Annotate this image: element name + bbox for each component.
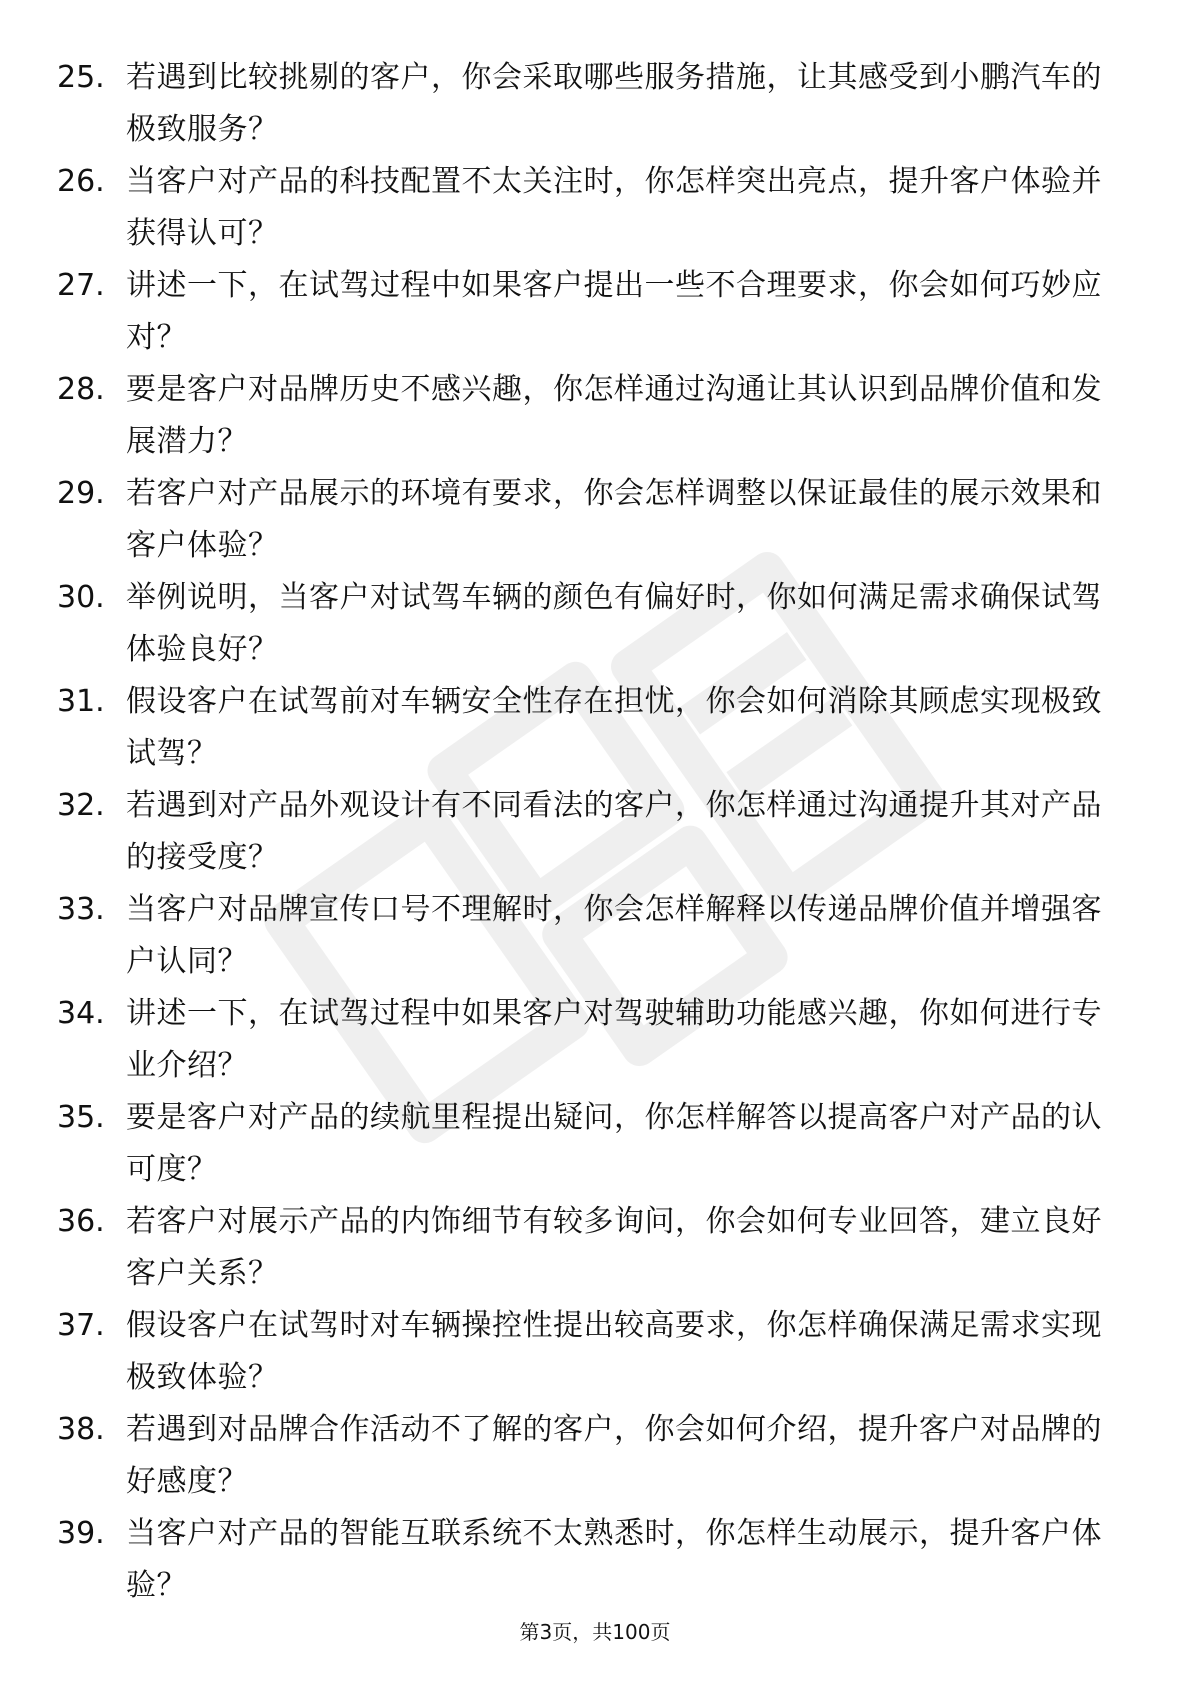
question-item: [0, 676, 1190, 780]
question-item: [0, 1300, 1190, 1404]
question-number: 31.: [57, 684, 105, 719]
question-item: [0, 1404, 1190, 1508]
question-text: 要是客户对品牌历史不感兴趣，你怎样通过沟通让其认识到品牌价值和发展潜力？: [126, 372, 1102, 459]
question-item: [0, 572, 1190, 676]
question-text: 假设客户在试驾时对车辆操控性提出较高要求，你怎样确保满足需求实现极致体验？: [126, 1308, 1102, 1395]
question-item: [0, 1196, 1190, 1300]
question-number: 28.: [57, 372, 105, 407]
question-number: 32.: [57, 788, 105, 823]
question-text: 讲述一下，在试驾过程中如果客户提出一些不合理要求，你会如何巧妙应对？: [126, 268, 1102, 355]
question-number: 30.: [57, 580, 105, 615]
question-item: [0, 468, 1190, 572]
question-text: 当客户对产品的智能互联系统不太熟悉时，你怎样生动展示，提升客户体验？: [126, 1516, 1102, 1603]
question-number: 38.: [57, 1412, 105, 1447]
question-number: 33.: [57, 892, 105, 927]
question-text: 若客户对产品展示的环境有要求，你会怎样调整以保证最佳的展示效果和客户体验？: [126, 476, 1102, 563]
question-list: [0, 52, 1190, 1612]
question-item: [0, 260, 1190, 364]
question-text: 若客户对展示产品的内饰细节有较多询问，你会如何专业回答，建立良好客户关系？: [126, 1204, 1102, 1291]
question-item: [0, 1508, 1190, 1612]
question-text: 当客户对产品的科技配置不太关注时，你怎样突出亮点，提升客户体验并获得认可？: [126, 164, 1102, 251]
question-number: 29.: [57, 476, 105, 511]
question-number: 26.: [57, 164, 105, 199]
question-item: [0, 780, 1190, 884]
question-text: 举例说明，当客户对试驾车辆的颜色有偏好时，你如何满足需求确保试驾体验良好？: [126, 580, 1102, 667]
question-number: 37.: [57, 1308, 105, 1343]
question-text: 讲述一下，在试驾过程中如果客户对驾驶辅助功能感兴趣，你如何进行专业介绍？: [126, 996, 1102, 1083]
question-item: [0, 52, 1190, 156]
question-number: 34.: [57, 996, 105, 1031]
question-number: 25.: [57, 60, 105, 95]
question-number: 39.: [57, 1516, 105, 1551]
question-number: 36.: [57, 1204, 105, 1239]
question-text: 若遇到对品牌合作活动不了解的客户，你会如何介绍，提升客户对品牌的好感度？: [126, 1412, 1102, 1499]
question-text: 当客户对品牌宣传口号不理解时，你会怎样解释以传递品牌价值并增强客户认同？: [126, 892, 1102, 979]
question-number: 27.: [57, 268, 105, 303]
question-item: [0, 884, 1190, 988]
page-indicator: 第3页，共100页: [519, 1620, 671, 1644]
question-item: [0, 1092, 1190, 1196]
question-number: 35.: [57, 1100, 105, 1135]
question-item: [0, 156, 1190, 260]
question-text: 若遇到对产品外观设计有不同看法的客户，你怎样通过沟通提升其对产品的接受度？: [126, 788, 1102, 875]
question-text: 假设客户在试驾前对车辆安全性存在担忧，你会如何消除其顾虑实现极致试驾？: [126, 684, 1102, 771]
question-text: 若遇到比较挑剔的客户，你会采取哪些服务措施，让其感受到小鹏汽车的极致服务？: [126, 60, 1102, 147]
question-text: 要是客户对产品的续航里程提出疑问，你怎样解答以提高客户对产品的认可度？: [126, 1100, 1102, 1187]
question-item: [0, 988, 1190, 1092]
question-item: [0, 364, 1190, 468]
